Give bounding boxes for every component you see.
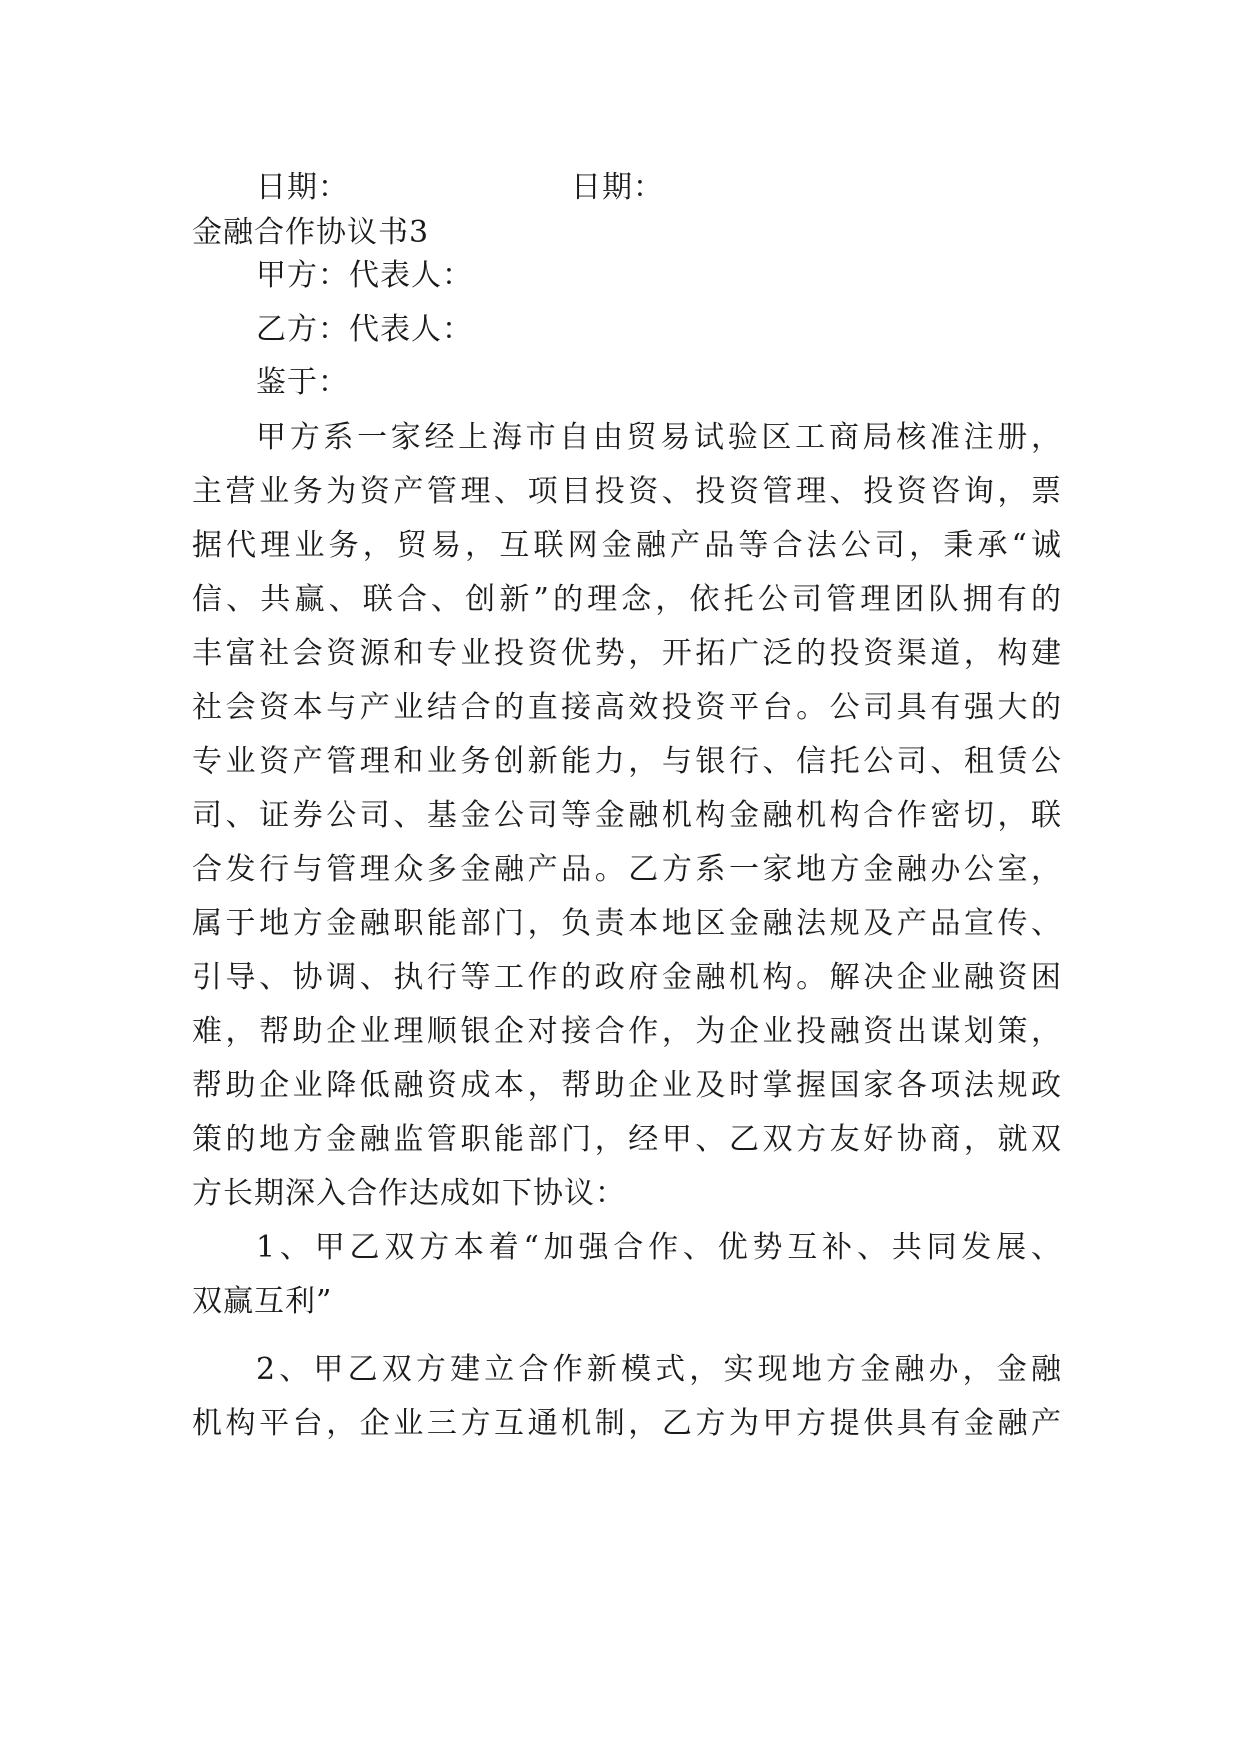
date-label-left: 日期：: [256, 170, 349, 205]
paragraph-line: 信、共赢、联合、创新”的理念，依托公司管理团队拥有的: [192, 582, 1062, 617]
paragraph-line: 社会资本与产业结合的直接高效投资平台。公司具有强大的: [192, 690, 1062, 725]
paragraph-line: 丰富社会资源和专业投资优势，开拓广泛的投资渠道，构建: [192, 636, 1062, 671]
paragraph-line: 引导、协调、执行等工作的政府金融机构。解决企业融资困: [192, 960, 1062, 995]
document-title: 金融合作协议书3: [192, 215, 430, 250]
paragraph-line: 主营业务为资产管理、项目投资、投资管理、投资咨询，票: [192, 474, 1062, 509]
clause-1-line: 1、甲乙双方本着“加强合作、优势互补、共同发展、: [256, 1230, 1062, 1265]
clause-2-line: 2、甲乙双方建立合作新模式，实现地方金融办，金融: [256, 1352, 1062, 1387]
paragraph-line: 难，帮助企业理顺银企对接合作，为企业投融资出谋划策，: [192, 1014, 1062, 1049]
paragraph-line: 专业资产管理和业务创新能力，与银行、信托公司、租赁公: [192, 744, 1062, 779]
clause-1-line: 双赢互利”: [192, 1284, 333, 1319]
paragraph-line: 属于地方金融职能部门，负责本地区金融法规及产品宣传、: [192, 906, 1062, 941]
paragraph-line: 帮助企业降低融资成本，帮助企业及时掌握国家各项法规政: [192, 1068, 1062, 1103]
paragraph-line: 据代理业务，贸易，互联网金融产品等合法公司，秉承“诚: [192, 528, 1062, 563]
whereas-line: 鉴于：: [256, 365, 349, 400]
paragraph-line: 合发行与管理众多金融产品。乙方系一家地方金融办公室，: [192, 852, 1062, 887]
party-b-line: 乙方：代表人：: [256, 312, 473, 347]
paragraph-line: 策的地方金融监管职能部门，经甲、乙双方友好协商，就双: [192, 1122, 1062, 1157]
paragraph-line: 甲方系一家经上海市自由贸易试验区工商局核准注册，: [256, 420, 1062, 455]
paragraph-line: 方长期深入合作达成如下协议：: [192, 1176, 626, 1211]
date-label-right: 日期：: [571, 170, 664, 205]
party-a-line: 甲方：代表人：: [256, 258, 473, 293]
paragraph-line: 司、证券公司、基金公司等金融机构金融机构合作密切，联: [192, 798, 1062, 833]
clause-2-line: 机构平台，企业三方互通机制，乙方为甲方提供具有金融产: [192, 1406, 1062, 1441]
